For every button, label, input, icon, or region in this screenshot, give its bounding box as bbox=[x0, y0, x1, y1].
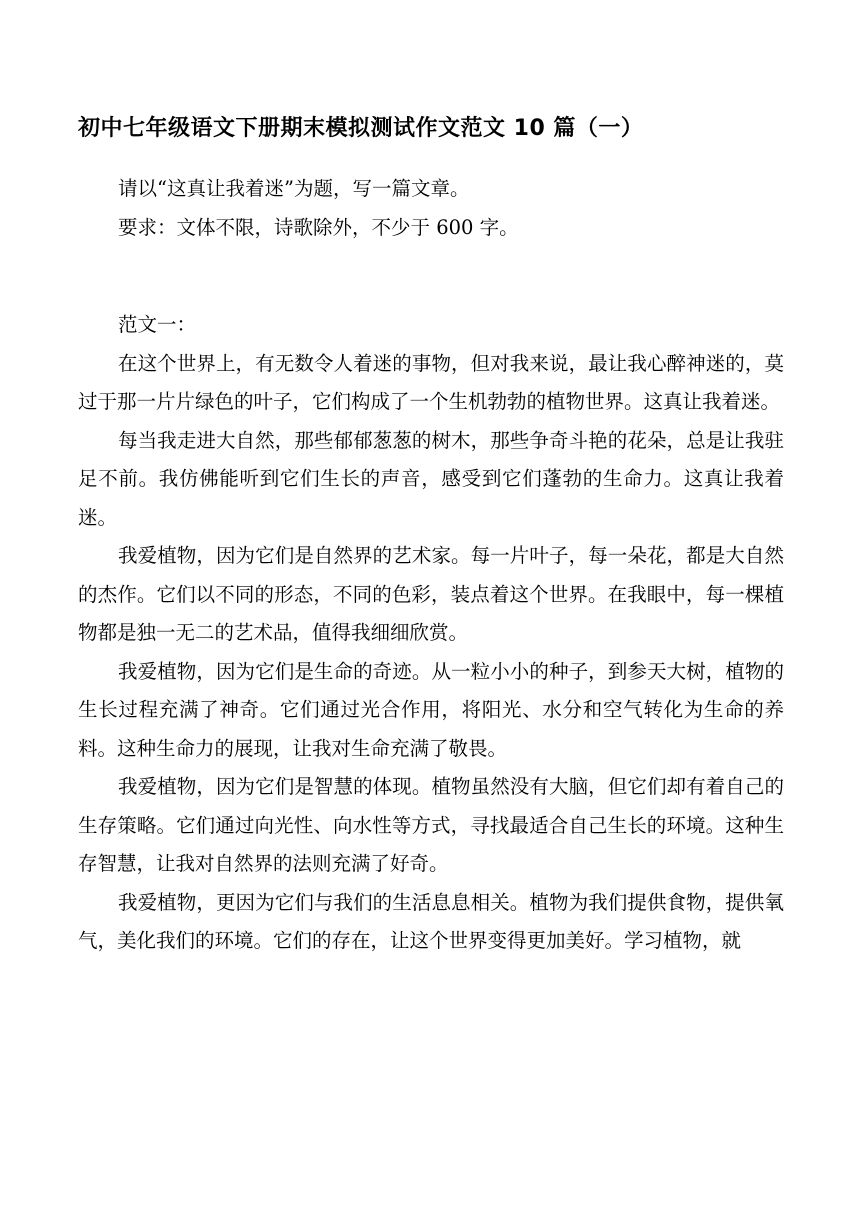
essay-paragraph: 我爱植物，因为它们是生命的奇迹。从一粒小小的种子，到参天大树，植物的生长过程充满了神奇。它们通过光合作用，将阳光、水分和空气转化为生命的养料。这种生命力的展现，让我对生命充满了敬畏。 bbox=[78, 659, 784, 760]
essay-paragraph: 我爱植物，因为它们是智慧的体现。植物虽然没有大脑，但它们却有着自己的生存策略。它们通过向光性、向水性等方式，寻找最适合自己生长的环境。这种生存智慧，让我对自然界的法则充满了好奇。 bbox=[78, 775, 784, 875]
essay-label: 范文一： bbox=[118, 313, 197, 336]
sample-essay bbox=[78, 306, 784, 961]
essay-paragraph: 每当我走进大自然，那些郁郁葱葱的树木，那些争奇斗艳的花朵，总是让我驻足不前。我仿佛能听到它们生长的声音，感受到它们蓬勃的生命力。这真让我着迷。 bbox=[78, 428, 784, 529]
essay-paragraph: 我爱植物，更因为它们与我们的生活息息相关。植物为我们提供食物，提供氧气，美化我们的环境。它们的存在，让这个世界变得更加美好。学习植物，就 bbox=[78, 890, 784, 952]
essay-paragraph: 在这个世界上，有无数令人着迷的事物，但对我来说，最让我心醉神迷的，莫过于那一片片绿色的叶子，它们构成了一个生机勃勃的植物世界。这真让我着迷。 bbox=[78, 351, 784, 413]
essay-paragraph: 我爱植物，因为它们是自然界的艺术家。每一片叶子，每一朵花，都是大自然的杰作。它们以不同的形态，不同的色彩，装点着这个世界。在我眼中，每一棵植物都是独一无二的艺术品，值得我细细欣赏。 bbox=[78, 544, 784, 644]
prompt-requirement: 要求：文体不限，诗歌除外，不少于 600 字。 bbox=[118, 215, 519, 239]
writing-prompt bbox=[78, 170, 784, 247]
prompt-instruction: 请以“这真让我着迷”为题，写一篇文章。 bbox=[118, 177, 470, 200]
document-title: 初中七年级语文下册期末模拟测试作文范文 10 篇（一） bbox=[78, 116, 644, 141]
